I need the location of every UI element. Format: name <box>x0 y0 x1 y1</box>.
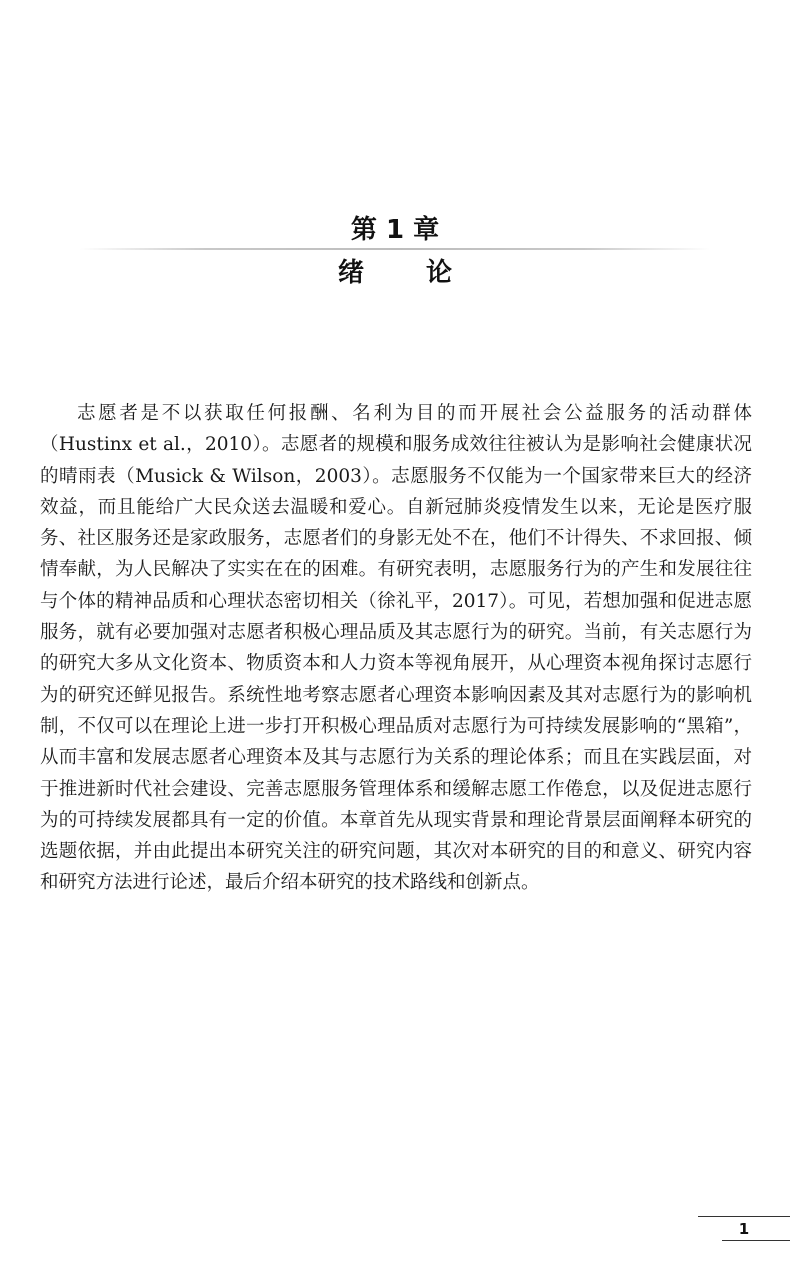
page-number: 1 <box>738 1220 750 1238</box>
chapter-title: 绪论 <box>337 258 514 288</box>
footer-underline <box>722 1240 790 1241</box>
body-paragraph: 志愿者是不以获取任何报酬、名利为目的而开展社会公益服务的活动群体（Hustinx et al.，2010）。志愿者的规模和服务成效往往被认为是影响社会健康状况的晴雨表（Musick & Wilson，2003）。志愿服务不仅能为一个国家带来巨大的经济效益，而且能给广大民众送去温暖和爱心。自新冠肺炎疫情发生以来，无论是医疗服务、社区服务还是家政服务，志愿者们的身影无处不在，他们不计得失、不求回报、倾情奉献，为人民解决了实实在在的困难。有研究表明，志愿服务行为的产生和发展往往与个体的精神品质和心理状态密切相关（徐礼平，2017）。可见，若想加强和促进志愿服务，就有必要加强对志愿者积极心理品质及其志愿行为的研究。当前，有关志愿行为的研究大多从文化资本、物质资本和人力资本等视角展开，从心理资本视角探讨志愿行为的研究还鲜见报告。系统性地考察志愿者心理资本影响因素及其对志愿行为的影响机制，不仅可以在理论上进一步打开积极心理品质对志愿行为可持续发展影响的“黑箱”，从而丰富和发展志愿者心理资本及其与志愿行为关系的理论体系；而且在实践层面，对于推进新时代社会建设、完善志愿服务管理体系和缓解志愿工作倦怠，以及促进志愿行为的可持续发展都具有一定的价值。本章首先从现实背景和理论背景层面阐释本研究的选题依据，并由此提出本研究关注的研究问题，其次对本研究的目的和意义、研究内容和研究方法进行论述，最后介绍本研究的技术路线和创新点。 <box>40 403 752 894</box>
chapter-divider <box>80 248 710 250</box>
footer-divider <box>698 1216 790 1217</box>
chapter-number: 第 1 章 <box>350 215 440 245</box>
